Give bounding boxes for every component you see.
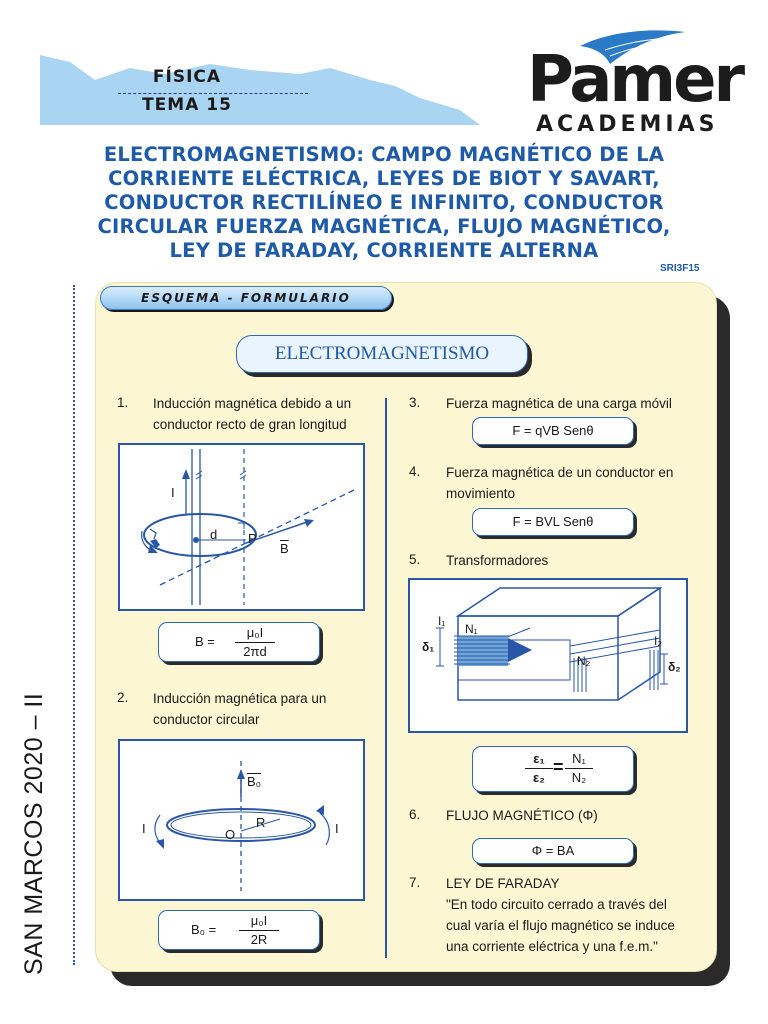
item-text-line: "En todo circuito cerrado a través del [446, 897, 667, 912]
circular-conductor-diagram [120, 741, 363, 899]
formula-numerator: μ₀I [250, 913, 268, 928]
formula-lhs: B = [195, 634, 215, 649]
figure-transformer [408, 578, 688, 733]
item-3-text: Fuerza magnética de una carga móvil [446, 396, 672, 411]
fraction-bar [525, 768, 553, 769]
item-7-text [446, 873, 696, 957]
formula-transformer [472, 746, 634, 792]
formula-biot-circular [158, 910, 320, 950]
section-title-box [236, 335, 528, 373]
esquema-badge [100, 286, 392, 310]
item-text-line: cual varía el flujo magnético se induce [446, 918, 675, 933]
formula-numerator: ε₁ [533, 751, 545, 766]
formula-equals: = [553, 757, 564, 777]
item-number: 1. [117, 395, 129, 410]
item-number: 5. [409, 552, 421, 567]
fig3-turns-2-label: N₂ [577, 654, 591, 668]
item-4-text [446, 462, 673, 504]
topic-label: TEMA 15 [142, 95, 232, 115]
title-line: LEY DE FARADAY, CORRIENTE ALTERNA [169, 239, 599, 262]
formula-magnetic-flux: Φ = BA [472, 838, 634, 864]
side-dotted-rule [73, 285, 75, 965]
formula-lhs: B₀ = [191, 922, 217, 937]
item-number: 3. [409, 395, 421, 410]
fig3-turns-1-label: N₁ [465, 622, 478, 636]
item-6-text: FLUJO MAGNÉTICO (Φ) [446, 808, 598, 823]
esquema-label: ESQUEMA - FORMULARIO [141, 291, 351, 305]
logo-wordmark: Pamer [527, 43, 743, 117]
formula-lorentz-conductor: F = BVL Senθ [472, 508, 634, 536]
fig3-emf-2-label: δ₂ [668, 660, 681, 674]
item-text-line: Inducción magnética para un [153, 691, 327, 706]
formula-numerator: N₁ [572, 751, 586, 766]
fig3-current-1-label: I₁ [438, 614, 446, 628]
page-title [40, 143, 728, 263]
fig2-current-left-label: I [142, 821, 146, 836]
fig1-distance-label: d [210, 527, 218, 542]
item-text-line: Inducción magnética debido a un [153, 396, 352, 411]
item-5-text: Transformadores [446, 553, 549, 568]
item-number: 6. [409, 807, 421, 822]
formula-numerator: μ₀I [246, 625, 264, 640]
item-text-line: conductor circular [153, 712, 260, 727]
formula-denominator: 2R [250, 932, 268, 947]
fig2-current-right-label: I [335, 821, 339, 836]
figure-circular-conductor [118, 739, 365, 901]
straight-conductor-diagram [120, 445, 363, 609]
fraction-bar [239, 930, 279, 931]
fig2-center-label: O [225, 827, 236, 842]
title-line: CORRIENTE ELÉCTRICA, LEYES DE BIOT Y SAVART, [108, 167, 660, 190]
formula-biot-straight [158, 622, 320, 662]
figure-straight-conductor [118, 443, 365, 611]
item-1-text [153, 393, 351, 435]
column-divider [385, 398, 387, 958]
title-line: CONDUCTOR RECTILÍNEO E INFINITO, CONDUCTOR [104, 191, 664, 214]
fig3-current-2-label: I₂ [654, 634, 662, 648]
item-number: 2. [117, 690, 129, 705]
title-line: ELECTROMAGNETISMO: CAMPO MAGNÉTICO DE LA [103, 143, 665, 166]
item-text-line: conductor recto de gran longitud [153, 417, 347, 432]
subject-label: FÍSICA [152, 67, 222, 87]
item-text-line: movimiento [446, 486, 516, 501]
fraction-bar [235, 642, 275, 643]
fig1-field-label: $\overline{B}$ [280, 541, 289, 556]
formula-denominator: N₂ [571, 770, 587, 785]
header-wave [0, 40, 520, 140]
fig1-point-label: P [248, 531, 257, 546]
item-number: 7. [409, 875, 421, 890]
document-code: SRI3F15 [660, 263, 700, 274]
formula-denominator: 2πd [243, 644, 267, 659]
item-text-line: LEY DE FARADAY [446, 876, 560, 891]
section-title: ELECTROMAGNETISMO [274, 343, 490, 364]
formula-lorentz-charge: F = qVB Senθ [472, 417, 634, 445]
title-line: CIRCULAR FUERZA MAGNÉTICA, FLUJO MAGNÉTICO, [97, 215, 671, 238]
item-text-line: una corriente eléctrica y una f.e.m." [446, 939, 658, 954]
item-text-line: Fuerza magnética de un conductor en [446, 465, 674, 480]
fig1-current-label: I [171, 485, 175, 500]
fig3-emf-1-label: δ₁ [422, 640, 435, 654]
fig2-radius-label: R [256, 815, 266, 830]
logo-subtitle: ACADEMIAS [536, 112, 719, 137]
item-number: 4. [409, 464, 421, 479]
formula-denominator: ε₂ [533, 770, 545, 785]
side-label: SAN MARCOS 2020 – II [20, 692, 48, 975]
item-2-text [153, 688, 326, 730]
fig2-field-label: B₀ [247, 774, 262, 789]
header-rule [118, 93, 308, 94]
fraction-bar [565, 768, 593, 769]
transformer-diagram [410, 580, 686, 731]
